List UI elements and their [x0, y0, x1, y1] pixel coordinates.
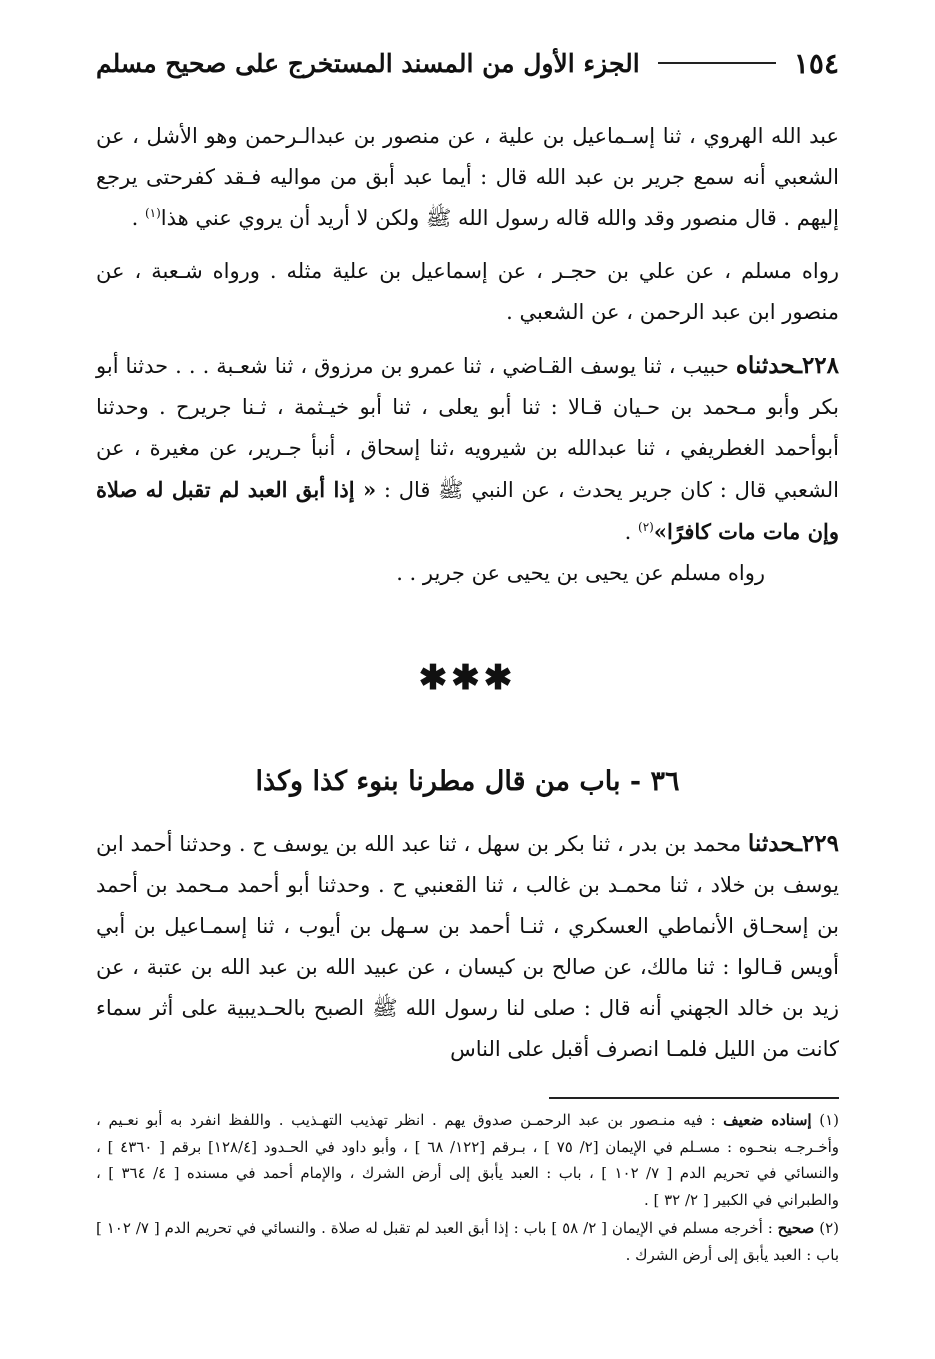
header-rule	[658, 62, 776, 64]
page-content	[96, 116, 839, 1070]
running-title: الجزء الأول من المسند المستخرج على صحيح مسلم	[96, 48, 640, 78]
hadith-number: ٢٢٩ـ	[795, 830, 839, 857]
footnote-number: (١)	[819, 1111, 839, 1129]
chapter-title: ٣٦ - باب من قال مطرنا بنوء كذا وكذا	[255, 766, 680, 797]
page-header	[96, 40, 839, 86]
footnote-rule	[549, 1097, 839, 1099]
footnote-2	[96, 1215, 839, 1268]
footnote-ref-2: (٢)	[638, 520, 654, 534]
hadith-229	[96, 823, 839, 1070]
footnote-grade: صحيح	[777, 1219, 815, 1237]
footnote-number: (٢)	[819, 1219, 839, 1237]
hadith-number: ٢٢٨ـ	[795, 352, 839, 379]
hadith-lead-word: حدثناه	[735, 352, 796, 379]
footnote-text: : أخرجه مسلم في الإيمان [ ٢/ ٥٨ ] باب : إذا أبق العبد لم تقبل له صلاة . والنسائي في تحريم الدم [ ٧/ ١٠٢ ] باب : العبد يأبق إلى أرض الشرك .	[96, 1219, 839, 1264]
hadith-228	[96, 345, 839, 553]
hadith-lead-word: حدثنا	[747, 830, 796, 857]
hadith-quote: « إذا أبق العبد لم تقبل له صلاة وإن مات مات كافرًا»	[96, 477, 839, 544]
footnote-ref-1: (١)	[144, 206, 161, 220]
hadith-end: .	[624, 520, 639, 544]
paragraph-continued	[96, 116, 839, 239]
paragraph-text: عبد الله الهروي ، ثنا إسـماعيل بن علية ، عن منصور بن عبدالـرحمن وهو الأشل ، عن الشعبي أنه سمع جرير بن عبد الله قال : أيما عبد أبق من مواليه فـقد كفرحتى يرجع إليهم . قال منصور وقد والله قاله رسول الله ﷺ ولكن لا أريد أن يروي عني هذا	[96, 124, 839, 230]
footnote-1	[96, 1107, 839, 1213]
hadith-228-riwaya: رواه مسلم عن يحيى بن يحيى عن جرير . .	[396, 561, 765, 585]
footnotes	[96, 1097, 839, 1268]
riwaya-paragraph: رواه مسلم ، عن علي بن حجـر ، عن إسماعيل بن علية مثله . ورواه شـعبة ، عن منصور ابن عبد الرحمن ، عن الشعبي .	[96, 259, 839, 324]
footnote-grade: إسناده ضعيف	[723, 1111, 812, 1129]
section-divider-stars: ✱✱✱	[418, 658, 517, 698]
hadith-text: محمد بن بدر ، ثنا بكر بن سهل ، ثنا عبد الله بن يوسف ح . وحدثنا أحمد ابن يوسف بن خلاد ، ثنا محمـد بن غالب ، ثنا القعنبي ح . وحدثنا أبو أحمد مـحمد بن أحمد بن إسحـاق الأنماطي العسكري ، ثنـا أحمد بن سـهل بن أيوب ، ثنا إسمـاعيل بن أبي أويس قـالوا : ثنا مالك، عن صالح بن كيسان ، عن عبيد الله بن عبد الله بن عتبة ، عن زيد بن خالد الجهني أنه قال : صلى لنا رسول الله ﷺ الصبح بالحـديبية على أثر سماء كانت من الليل فلمـا انصرف أقبل على الناس	[96, 832, 839, 1061]
page-number: ١٥٤	[793, 46, 839, 80]
paragraph-end: .	[131, 206, 145, 230]
hadith-text: حبيب ، ثنا يوسف القـاضي ، ثنا عمرو بن مرزوق ، ثنا شعـبة . . . حدثنا أبو بكر وأبو مـحمد بن حـيان قـالا : ثنا أبو يعلى ، ثنا أبو خيـثمة ، ثـنا جريرح . وحدثنا أبوأحمد الغطريفي ، ثنا عبدالله بن شيرويه ،ثنا إسحاق ، أنبأ جـرير، عن مغيرة ، عن الشعبي قال : كان جرير يحدث ، عن النبي ﷺ قال :	[96, 354, 839, 502]
footnote-text: : فيه منـصور بن عبد الرحمـن صدوق يهم . انظر تهذيب التهـذيب . واللفظ انفرد به أبو نعـيم ، وأخـرجـه بنحـوه : مسـلم في الإيمان [٢/ ٧٥ ] ، بـرقم [١٢٢/ ٦٨ ] ، وأبو داود في الحـدود [١٢٨/٤] برقم [ ٤٣٦٠ ] ، والنسائي في تحريم الدم [ ٧/ ١٠٢ ] ، باب : العبد يأبق إلى أرض الشرك ، والإمام أحمد في مسنده [ ٤/ ٣٦٤ ] ، والطبراني في الكبير [ ٢/ ٣٢ ] .	[96, 1111, 840, 1209]
